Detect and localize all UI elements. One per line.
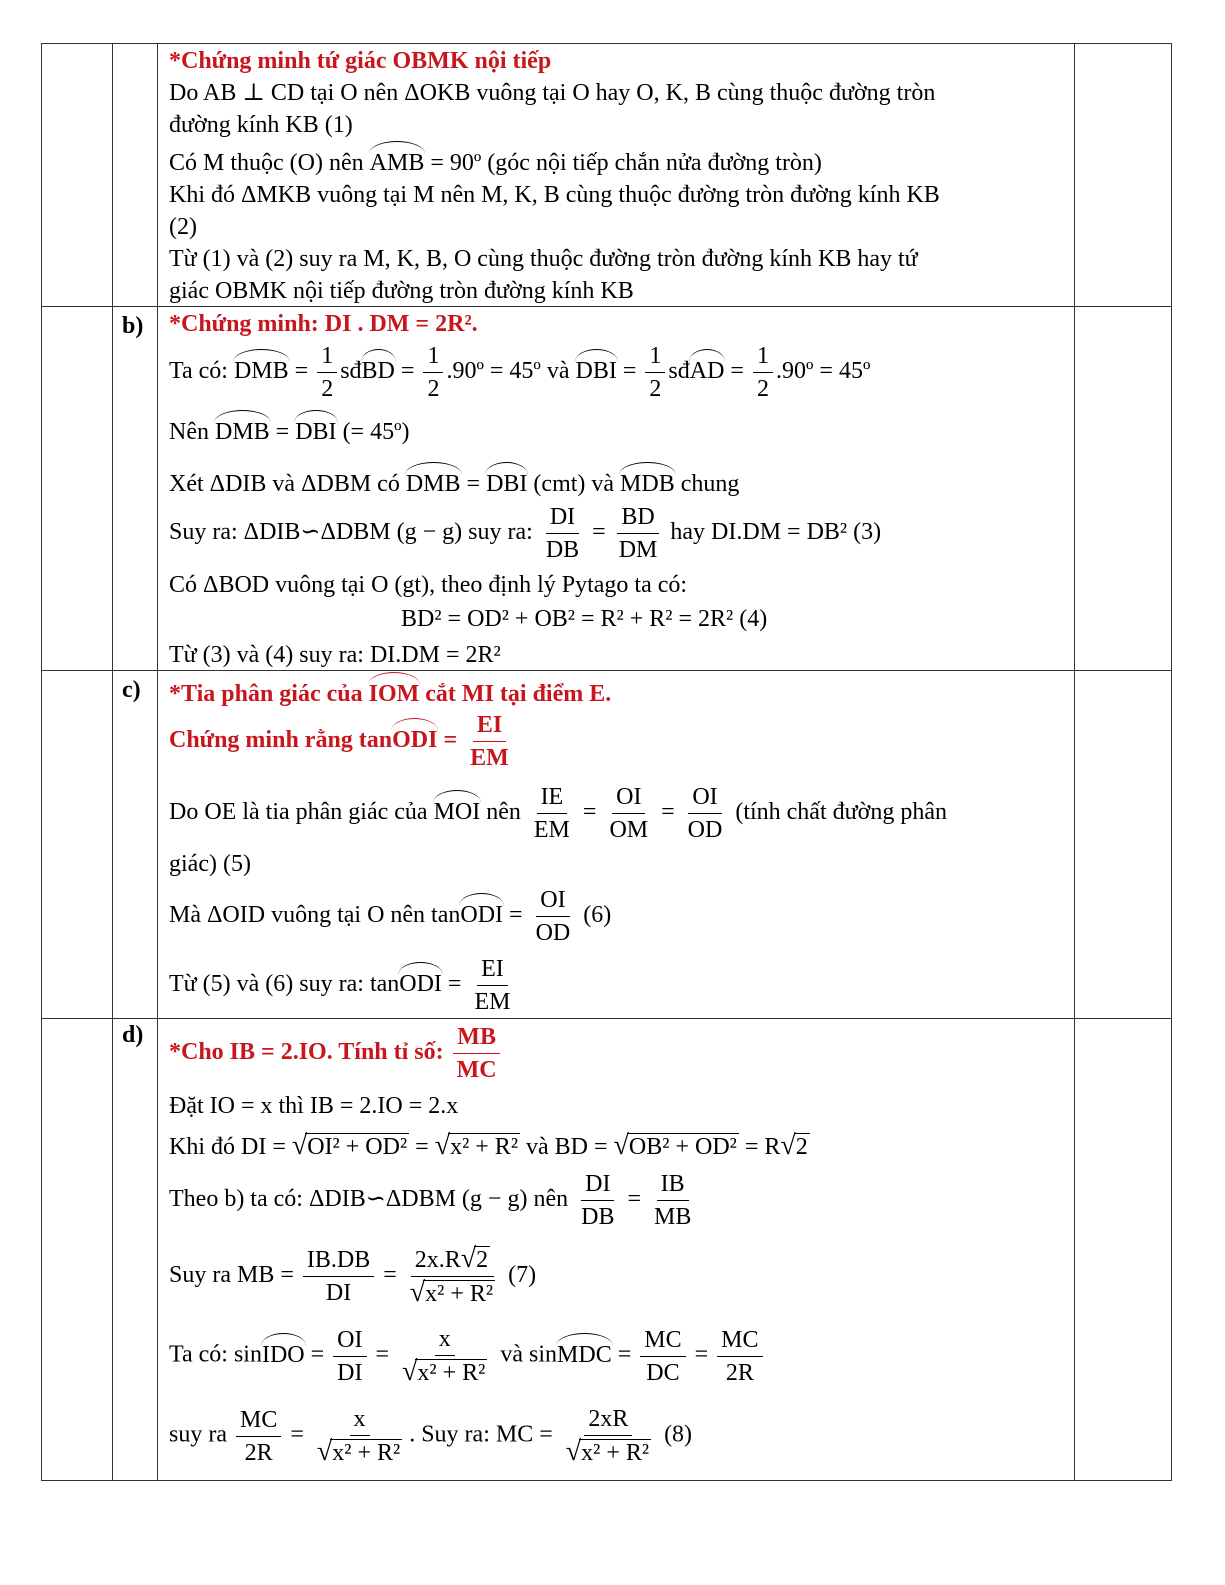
text-line: Có M thuộc (O) nên AMB = 90º (góc nội tiếp chắn nửa đường tròn) [169,150,822,176]
text-line: Do AB ⊥ CD tại O nên ΔOKB vuông tại O hay O, K, B cùng thuộc đường tròn [169,80,936,106]
text-line: (2) [169,214,197,240]
row-divider [41,670,1172,671]
formula-line: Theo b) ta có: ΔDIB∽ΔDBM (g − g) nên $\frac{DI}{DB}$ = $\frac{IB}{MB}$ [169,1168,698,1233]
row-divider [41,306,1172,307]
table-divider [112,43,113,1481]
section-c-title: *Tia phân giác của IOM cắt MI tại điểm E. [169,681,612,707]
table-divider [1074,43,1075,1481]
table-divider [157,43,158,1481]
formula-line: Từ (5) và (6) suy ra: tanODI = $\frac{EI}{EM}$ [169,953,517,1018]
row-divider [41,1018,1172,1019]
formula-line: Do OE là tia phân giác của MOI nên $\frac{IE}{EM}$ = $\frac{OI}{OM}$ = $\frac{OI}{OD}$ (tính chất đường phân [169,781,947,846]
part-label-b: b) [122,313,144,339]
formula-line: BD² = OD² + OB² = R² + R² = 2R² (4) [401,606,768,632]
text-line: giác) (5) [169,851,251,877]
formula-line: Ta có: DMB = $\frac{1}{2}$ sđBD = $\frac{1}{2}$ .90º = 45º và DBI = $\frac{1}{2}$ sđAD = $\frac{1}{2}$ .90º = 45º [169,340,870,405]
section-b-title: *Chứng minh: DI . DM = 2R². [169,311,478,337]
formula-line: Xét ΔDIB và ΔDBM có DMB = DBI (cmt) và MDB chung [169,471,740,497]
text-line: Khi đó ΔMKB vuông tại M nên M, K, B cùng thuộc đường tròn đường kính KB [169,182,940,208]
text-line: Từ (3) và (4) suy ra: DI.DM = 2R² [169,642,501,668]
part-label-d: d) [122,1022,144,1048]
formula-line: Suy ra: ΔDIB∽ΔDBM (g − g) suy ra: $\frac{DI}{DB}$ = $\frac{BD}{DM}$ hay DI.DM = DB² (3) [169,501,881,566]
formula-line: Nên DMB = DBI (= 45º) [169,419,410,445]
text-line: giác OBMK nội tiếp đường tròn đường kính KB [169,278,634,304]
section-d-title: *Cho IB = 2.IO. Tính tỉ số: $\frac{MB}{MC}$ [169,1021,504,1086]
formula-line: Mà ΔOID vuông tại O nên tanODI = $\frac{OI}{OD}$ (6) [169,884,611,949]
text-line: Có ΔBOD vuông tại O (gt), theo định lý Pytago ta có: [169,572,688,598]
formula-line: Ta có: sinIDO = $\frac{OI}{DI}$ = $\frac{x}{\text{√x² + R²}}$ và sinMDC = $\frac{MC}{DC}$ = $\frac{MC}{2R}$ [169,1323,766,1389]
section-c-subtitle: Chứng minh rằng tanODI = $\frac{EI}{EM}$ [169,709,516,774]
section-a-title: *Chứng minh tứ giác OBMK nội tiếp [169,48,552,74]
text-line: Từ (1) và (2) suy ra M, K, B, O cùng thuộc đường tròn đường kính KB hay tứ [169,246,918,272]
formula-line: Suy ra MB = $\frac{IB.DB}{DI}$ = $\frac{2x.R√2}{\text{√x² + R²}}$ (7) [169,1243,537,1308]
text-line: Đặt IO = x thì IB = 2.IO = 2.x [169,1093,459,1119]
formula-line: Khi đó DI = √OI² + OD² = √x² + R² và BD = √OB² + OD² = R√2 [169,1130,808,1161]
text-line: đường kính KB (1) [169,112,353,138]
part-label-c: c) [122,677,141,703]
formula-line: suy ra $\frac{MC}{2R}$ = $\frac{x}{\text{√x² + R²}}$ . Suy ra: MC = $\frac{2xR}{\text{√x² + R²}}$ (8) [169,1403,692,1469]
